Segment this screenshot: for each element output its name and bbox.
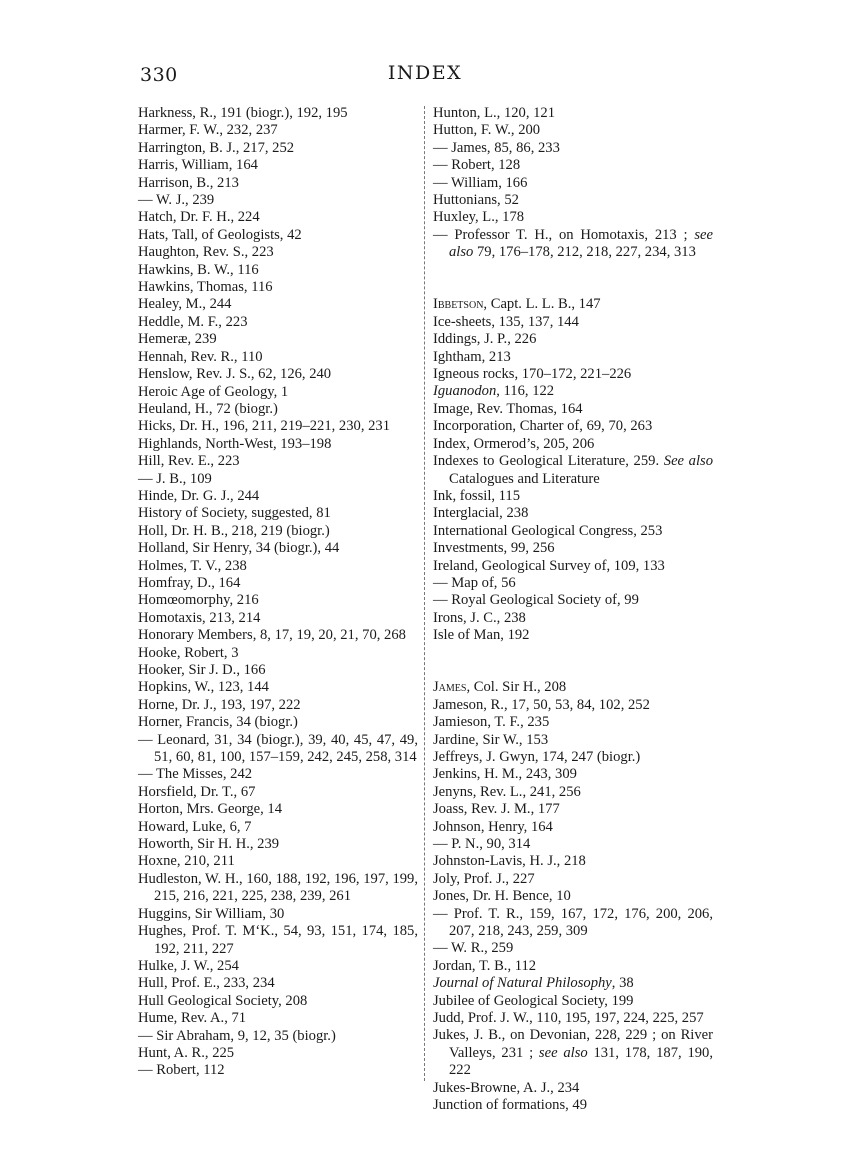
index-entry — [433, 697, 713, 714]
index-entry-text: Junction of formations, 49 — [433, 1097, 588, 1114]
index-entry — [433, 540, 713, 557]
index-entry — [433, 349, 713, 366]
index-entry-text: Hughes, Prof. T. M‘K., 54, 93, 151, 174, 185, 192, 211, 227 — [138, 923, 418, 957]
index-entry — [138, 296, 418, 313]
index-entry — [138, 384, 418, 401]
index-entry-text: Iguanodon — [433, 383, 497, 400]
index-entry-text: Irons, J. C., 238 — [433, 609, 526, 626]
index-entry — [433, 766, 713, 783]
index-entry-text: Jukes-Browne, A. J., 234 — [433, 1079, 580, 1096]
index-entry-text: 79, 176–178, 212, 218, 227, 234, 313 — [473, 244, 696, 261]
index-entry — [433, 436, 713, 453]
index-entry-text: Highlands, North-West, 193–198 — [138, 435, 332, 452]
index-entry — [433, 1027, 713, 1079]
index-entry — [138, 679, 418, 696]
index-entry — [138, 836, 418, 853]
index-entry — [433, 627, 713, 644]
index-entry — [138, 958, 418, 975]
index-entry — [138, 1010, 418, 1027]
index-entry — [433, 488, 713, 505]
index-entry-text: — Royal Geological Society of, 99 — [433, 592, 639, 609]
index-entry-text: Homotaxis, 213, 214 — [138, 609, 261, 626]
index-entry — [138, 1028, 418, 1045]
index-entry — [138, 140, 418, 157]
index-entry — [138, 627, 418, 644]
index-entry-text: , Col. Sir H., 208 — [466, 679, 567, 696]
column-divider — [424, 106, 425, 1081]
index-entry-text: Hulke, J. W., 254 — [138, 957, 239, 974]
index-entry-text: Huggins, Sir William, 30 — [138, 905, 285, 922]
index-entry — [138, 662, 418, 679]
index-entry — [138, 853, 418, 870]
index-entry-text: Joly, Prof. J., 227 — [433, 870, 535, 887]
index-entry — [138, 558, 418, 575]
index-entry-text: — Leonard, 31, 34 (biogr.), 39, 40, 45, 47, 49, 51, 60, 81, 100, 157–159, 242, 245, 258, 314 — [138, 731, 418, 766]
index-entry-text: Huxley, L., 178 — [433, 209, 525, 226]
index-entry — [433, 819, 713, 836]
index-entry-text: Image, Rev. Thomas, 164 — [433, 400, 583, 417]
index-entry-text: Jenkins, H. M., 243, 309 — [433, 766, 577, 783]
index-entry — [433, 157, 713, 174]
index-entry — [138, 262, 418, 279]
index-entry — [433, 940, 713, 957]
index-entry-text: Ireland, Geological Survey of, 109, 133 — [433, 557, 665, 574]
index-entry — [138, 453, 418, 470]
index-entry — [138, 819, 418, 836]
index-entry-text: — Sir Abraham, 9, 12, 35 (biogr.) — [138, 1027, 336, 1044]
index-entry-text: History of Society, suggested, 81 — [138, 505, 331, 522]
index-entry-text: Hats, Tall, of Geologists, 42 — [138, 226, 302, 243]
index-entry-text: International Geological Congress, 253 — [433, 522, 663, 539]
index-entry-text: Investments, 99, 256 — [433, 540, 555, 557]
index-entry-text: Hudleston, W. H., 160, 188, 192, 196, 197, 199, 215, 216, 221, 225, 238, 239, 261 — [138, 870, 418, 905]
index-entry-text: Hatch, Dr. F. H., 224 — [138, 209, 260, 226]
index-entry-text: — Robert, 128 — [433, 157, 521, 174]
index-entry-text: Hunton, L., 120, 121 — [433, 105, 556, 121]
index-entry — [138, 610, 418, 627]
index-entry-text: Jenyns, Rev. L., 241, 256 — [433, 783, 581, 800]
index-entry-text: Isle of Man, 192 — [433, 627, 530, 644]
index-entry — [138, 314, 418, 331]
index-entry-text: Harrington, B. J., 217, 252 — [138, 139, 295, 156]
index-entry — [433, 906, 713, 941]
index-entry — [138, 714, 418, 731]
index-entry — [433, 679, 713, 696]
index-entry-text: Huttonians, 52 — [433, 192, 519, 209]
index-entry-text: Indexes to Geological Literature, 259. — [433, 453, 664, 470]
section-gap — [433, 645, 713, 662]
index-entry-text: Ice-sheets, 135, 137, 144 — [433, 313, 579, 330]
index-entry — [138, 366, 418, 383]
index-entry-text: Hinde, Dr. G. J., 244 — [138, 487, 260, 504]
index-entry — [433, 888, 713, 905]
index-entry — [138, 766, 418, 783]
index-entry — [138, 349, 418, 366]
index-entry-text: see also — [449, 226, 713, 261]
index-entry — [138, 540, 418, 557]
index-entry-text: Hooker, Sir J. D., 166 — [138, 662, 266, 678]
index-entry — [138, 488, 418, 505]
index-entry-text: Ightham, 213 — [433, 348, 511, 365]
index-entry-text: Homœomorphy, 216 — [138, 592, 259, 609]
index-entry — [138, 801, 418, 818]
index-entry — [433, 505, 713, 522]
index-entry — [138, 209, 418, 226]
index-entry-text: Iddings, J. P., 226 — [433, 331, 537, 348]
index-entry-text: Hawkins, Thomas, 116 — [138, 279, 273, 296]
index-entry-text: Holl, Dr. H. B., 218, 219 (biogr.) — [138, 522, 330, 539]
index-entry — [138, 523, 418, 540]
index-entry-text: Hoxne, 210, 211 — [138, 853, 235, 870]
index-entry — [433, 975, 713, 992]
index-entry-text: Jardine, Sir W., 153 — [433, 731, 549, 748]
index-entry — [433, 749, 713, 766]
index-entry-text: Hemeræ, 239 — [138, 331, 217, 348]
index-entry-text: Harmer, F. W., 232, 237 — [138, 122, 278, 139]
index-entry — [138, 645, 418, 662]
index-entry — [433, 314, 713, 331]
index-entry-text: Hooke, Robert, 3 — [138, 644, 239, 661]
index-entry-text: Jones, Dr. H. Bence, 10 — [433, 888, 571, 905]
index-entry-text: Jamieson, T. F., 235 — [433, 714, 550, 731]
page-number: 330 — [140, 64, 178, 86]
index-entry-text: — W. R., 259 — [433, 940, 514, 957]
index-entry — [433, 1080, 713, 1097]
index-entry-text: Jubilee of Geological Society, 199 — [433, 992, 634, 1009]
index-entry — [433, 383, 713, 400]
index-entry — [433, 853, 713, 870]
index-entry — [138, 331, 418, 348]
index-entry-text: Catalogues and Literature — [449, 470, 600, 487]
index-entry-text: Hennah, Rev. R., 110 — [138, 348, 263, 365]
index-entry-text: Howorth, Sir H. H., 239 — [138, 836, 280, 853]
index-entry-text: Honorary Members, 8, 17, 19, 20, 21, 70, 268 — [138, 627, 406, 644]
index-entry-text: — Prof. T. R., 159, 167, 172, 176, 200, 206, 207, 218, 243, 259, 309 — [433, 905, 713, 940]
index-entry-text: Horner, Francis, 34 (biogr.) — [138, 714, 298, 731]
index-entry-text: , 116, 122 — [496, 383, 555, 400]
index-entry — [138, 784, 418, 801]
section-gap — [433, 262, 713, 279]
index-entry-text: — P. N., 90, 314 — [433, 836, 531, 852]
index-entry-text: Harrison, B., 213 — [138, 174, 239, 191]
index-entry-text: Incorporation, Charter of, 69, 70, 263 — [433, 418, 653, 435]
index-entry-text: Jameson, R., 17, 50, 53, 84, 102, 252 — [433, 696, 650, 713]
index-entry-text: Hill, Rev. E., 223 — [138, 453, 240, 470]
index-entry — [138, 697, 418, 714]
index-entry-text: See also — [663, 453, 714, 470]
index-entry — [138, 592, 418, 609]
index-entry — [433, 558, 713, 575]
index-entry-text: Holmes, T. V., 238 — [138, 557, 247, 574]
index-entry-text: James — [433, 679, 467, 696]
index-entry — [138, 471, 418, 488]
index-entry — [433, 296, 713, 313]
index-entry — [433, 714, 713, 731]
index-entry-text: Jukes, J. B., on Devonian, 228, 229 ; on River Valleys, 231 ; — [433, 1027, 713, 1061]
index-entry-text: Horton, Mrs. George, 14 — [138, 801, 283, 818]
index-entry-text: Holland, Sir Henry, 34 (biogr.), 44 — [138, 540, 340, 557]
index-entry-text: Hunt, A. R., 225 — [138, 1044, 235, 1061]
index-entry-text: Igneous rocks, 170–172, 221–226 — [433, 366, 632, 383]
index-entry — [433, 836, 713, 853]
index-entry-text: Haughton, Rev. S., 223 — [138, 244, 274, 261]
index-entry — [433, 958, 713, 975]
index-entry-text: Ink, fossil, 115 — [433, 487, 521, 504]
index-entry-text: , Capt. L. L. B., 147 — [483, 296, 601, 313]
index-entry-text: — James, 85, 86, 233 — [433, 139, 560, 156]
index-entry-text: Heuland, H., 72 (biogr.) — [138, 400, 278, 417]
index-entry-text: Heddle, M. F., 223 — [138, 313, 248, 330]
index-entry — [433, 122, 713, 139]
index-column-right — [433, 105, 713, 1115]
index-entry — [433, 366, 713, 383]
index-entry-text: — J. B., 109 — [138, 470, 212, 487]
index-entry — [433, 453, 713, 488]
index-entry — [433, 801, 713, 818]
index-entry — [138, 105, 418, 122]
index-entry — [433, 1010, 713, 1027]
index-entry-text: — Professor T. H., on Homotaxis, 213 ; — [433, 226, 695, 243]
index-entry-text: Henslow, Rev. J. S., 62, 126, 240 — [138, 366, 332, 383]
index-entry — [433, 784, 713, 801]
index-entry-text: Index, Ormerod’s, 205, 206 — [433, 435, 595, 452]
index-entry-text: Hutton, F. W., 200 — [433, 122, 541, 139]
index-entry-text: Howard, Luke, 6, 7 — [138, 818, 252, 835]
index-entry — [138, 192, 418, 209]
index-entry-text: Hopkins, W., 123, 144 — [138, 679, 269, 696]
index-entry — [138, 871, 418, 906]
index-entry — [433, 140, 713, 157]
index-entry — [433, 227, 713, 262]
index-entry-text: Journal of Natural Philosophy — [433, 975, 612, 992]
index-entry-text: see also — [538, 1044, 588, 1061]
index-entry — [138, 227, 418, 244]
index-entry — [138, 732, 418, 767]
index-entry-text: Horne, Dr. J., 193, 197, 222 — [138, 696, 301, 713]
index-entry — [433, 105, 713, 122]
index-entry — [433, 592, 713, 609]
index-entry — [138, 244, 418, 261]
index-entry-text: 131, 178, 187, 190, 222 — [449, 1044, 713, 1079]
index-entry-text: Harris, William, 164 — [138, 157, 258, 174]
index-entry-text: Heroic Age of Geology, 1 — [138, 383, 289, 400]
index-entry — [138, 1045, 418, 1062]
index-entry-text: Harkness, R., 191 (biogr.), 192, 195 — [138, 105, 348, 121]
index-entry — [138, 993, 418, 1010]
index-entry — [433, 575, 713, 592]
index-entry-text: — W. J., 239 — [138, 192, 215, 209]
index-entry-text: — The Misses, 242 — [138, 766, 253, 783]
index-entry-text: Hume, Rev. A., 71 — [138, 1010, 247, 1027]
index-entry — [433, 192, 713, 209]
index-entry-text: Ibbetson — [433, 296, 484, 313]
index-entry — [138, 157, 418, 174]
index-entry — [433, 993, 713, 1010]
index-entry-text: Interglacial, 238 — [433, 505, 529, 522]
index-entry — [433, 732, 713, 749]
index-entry — [138, 505, 418, 522]
index-entry-text: Hull, Prof. E., 233, 234 — [138, 975, 275, 992]
index-entry — [433, 175, 713, 192]
index-entry-text: Homfray, D., 164 — [138, 574, 241, 591]
index-entry-text: Hicks, Dr. H., 196, 211, 219–221, 230, 231 — [138, 418, 391, 435]
index-entry — [138, 1062, 418, 1079]
index-entry — [138, 575, 418, 592]
index-entry — [138, 906, 418, 923]
index-entry — [433, 610, 713, 627]
index-entry — [138, 175, 418, 192]
index-entry-text: Hull Geological Society, 208 — [138, 992, 308, 1009]
index-entry — [138, 436, 418, 453]
page-title: INDEX — [387, 62, 463, 84]
index-entry — [138, 975, 418, 992]
index-entry-text: Joass, Rev. J. M., 177 — [433, 801, 560, 818]
section-gap — [433, 279, 713, 296]
index-entry — [433, 871, 713, 888]
index-entry-text: Jeffreys, J. Gwyn, 174, 247 (biogr.) — [433, 748, 641, 765]
index-entry — [138, 122, 418, 139]
index-entry-text: Jordan, T. B., 112 — [433, 957, 537, 974]
index-entry-text: Healey, M., 244 — [138, 296, 232, 313]
index-entry — [433, 209, 713, 226]
index-entry-text: Hawkins, B. W., 116 — [138, 261, 259, 278]
index-column-left — [138, 105, 418, 1080]
index-entry — [433, 418, 713, 435]
section-gap — [433, 662, 713, 679]
index-entry — [138, 923, 418, 958]
index-entry — [433, 523, 713, 540]
index-entry-text: — Robert, 112 — [138, 1062, 225, 1079]
index-entry-text: — William, 166 — [433, 174, 528, 191]
index-entry — [433, 331, 713, 348]
index-entry-text: , 38 — [611, 975, 634, 992]
index-entry — [433, 1097, 713, 1114]
index-entry — [138, 418, 418, 435]
index-entry-text: Johnston-Lavis, H. J., 218 — [433, 853, 586, 870]
index-entry — [138, 401, 418, 418]
index-entry-text: Judd, Prof. J. W., 110, 195, 197, 224, 225, 257 — [433, 1010, 704, 1027]
index-entry — [138, 279, 418, 296]
index-entry — [433, 401, 713, 418]
index-entry-text: — Map of, 56 — [433, 574, 516, 591]
index-entry-text: Horsfield, Dr. T., 67 — [138, 783, 256, 800]
index-entry-text: Johnson, Henry, 164 — [433, 818, 553, 835]
